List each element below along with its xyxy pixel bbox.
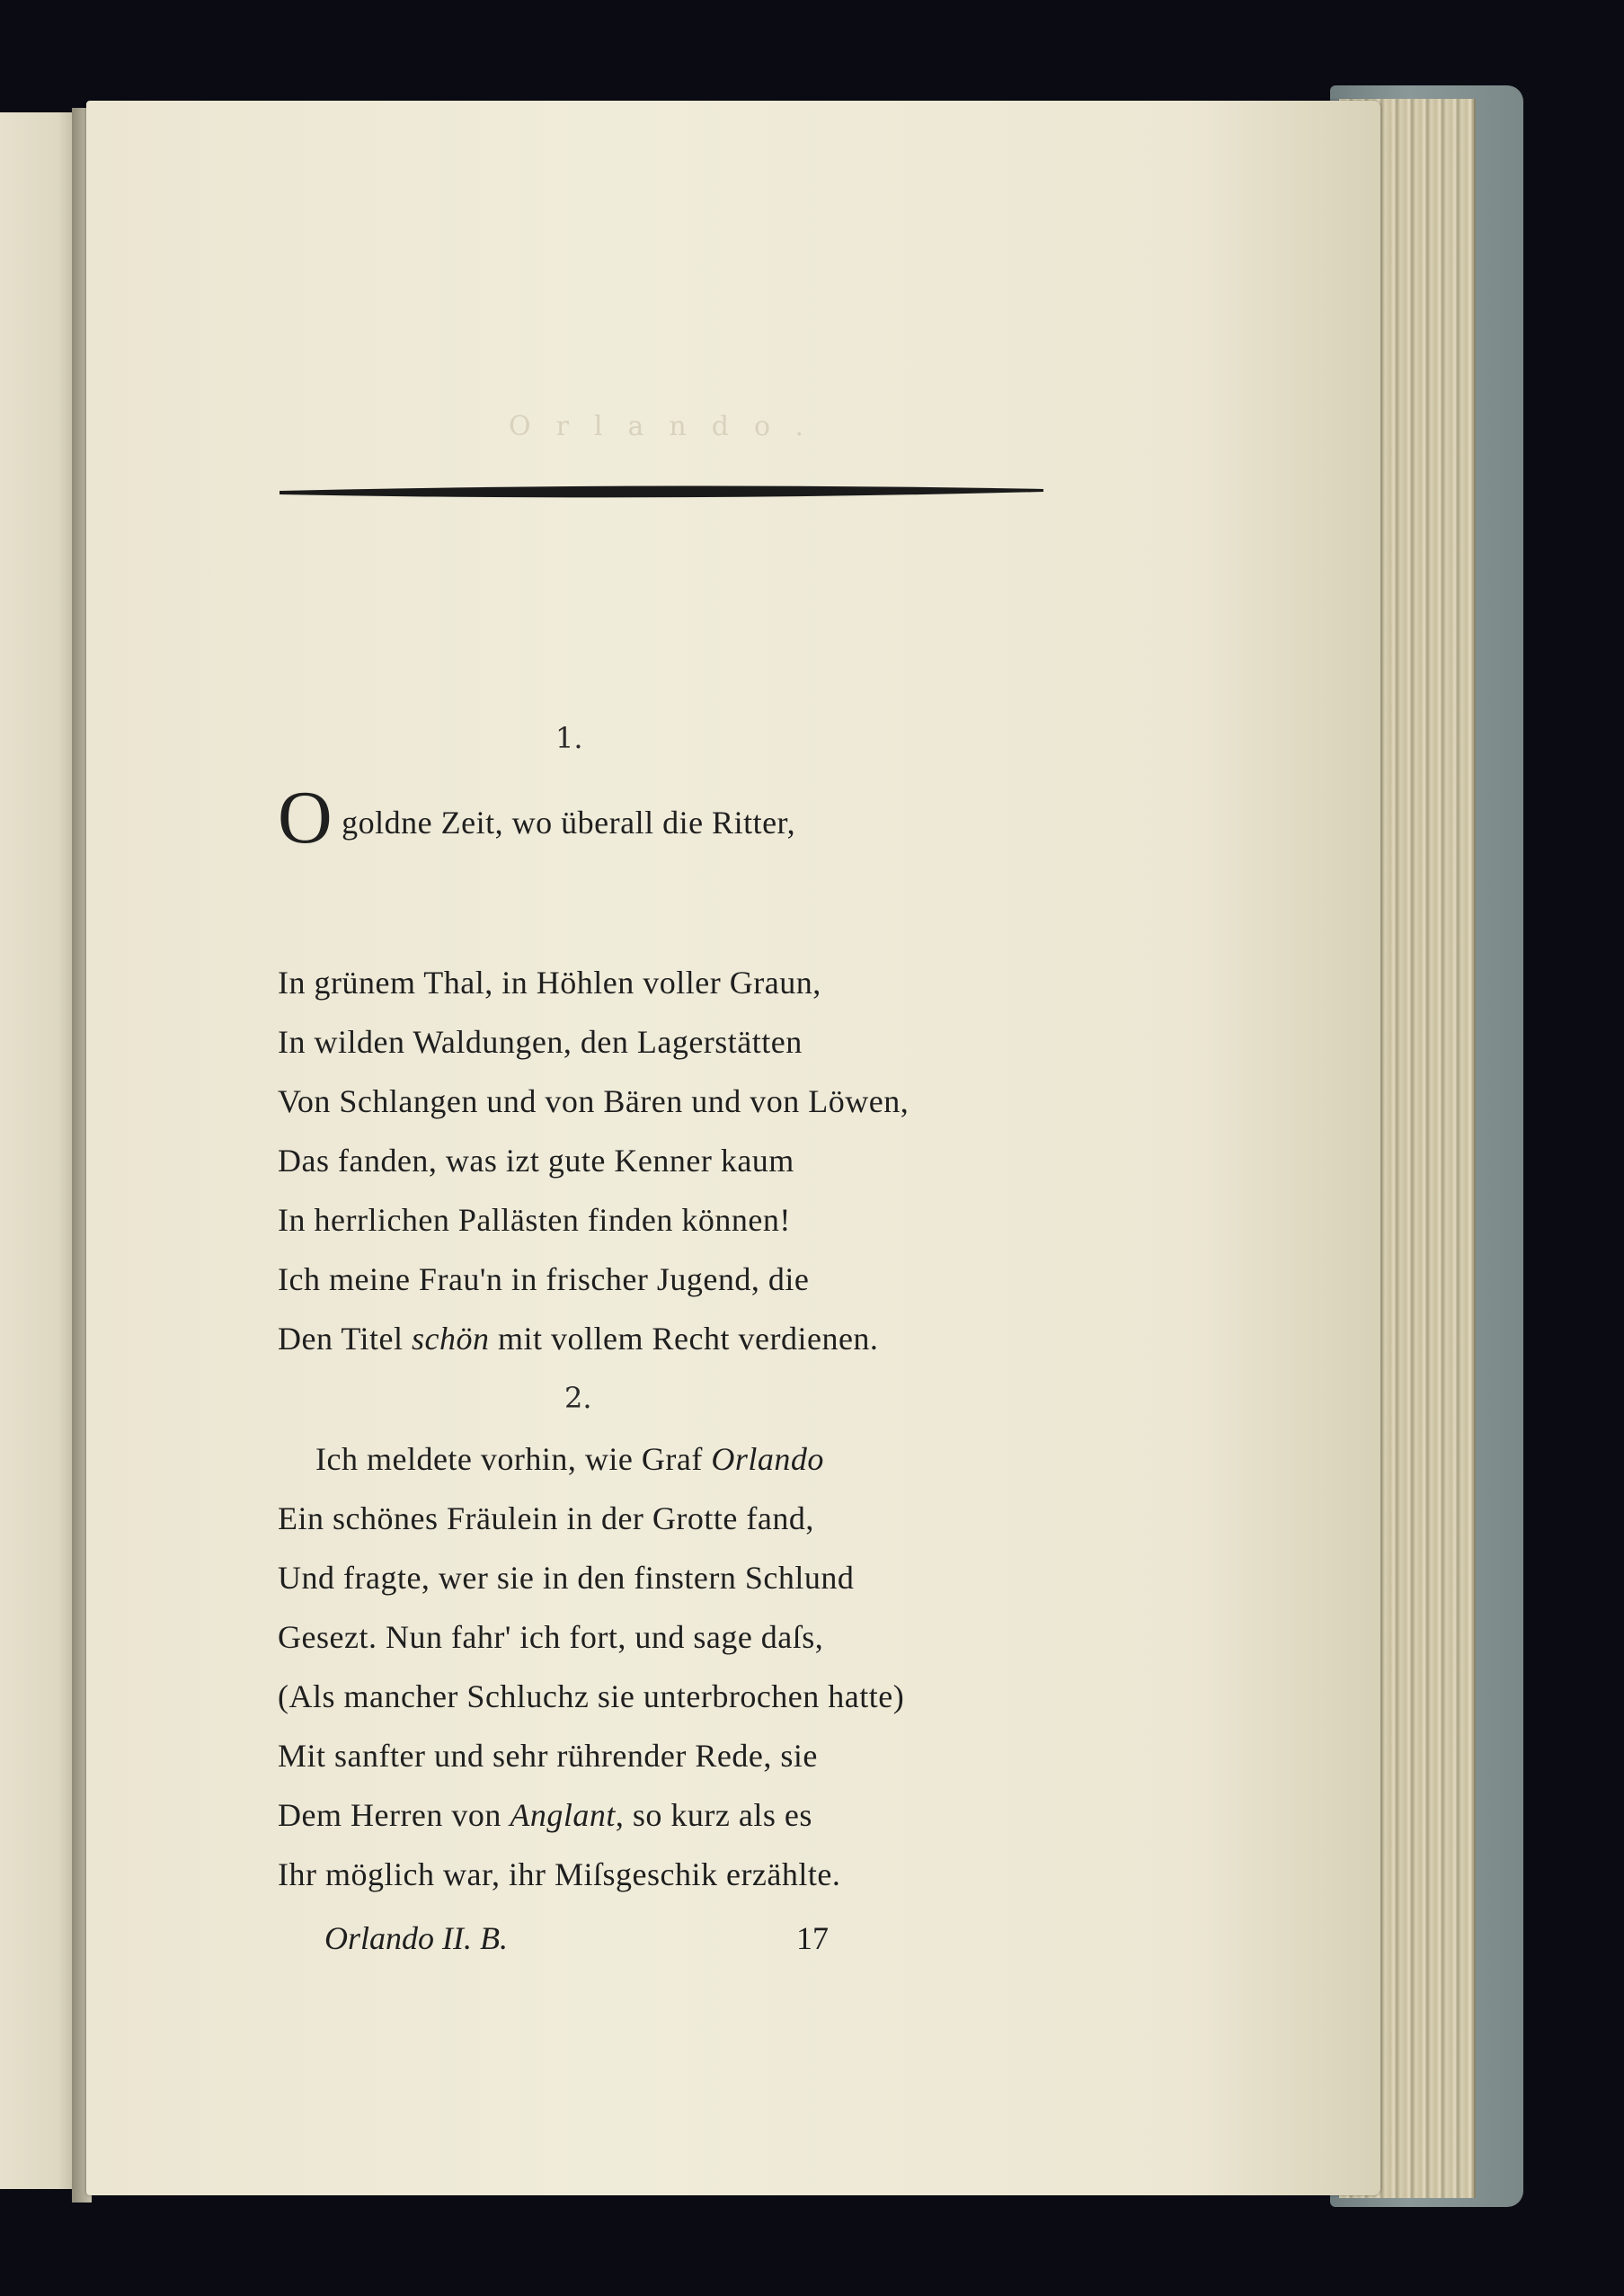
decorative-rule bbox=[280, 478, 1043, 505]
stanza2-line-7 bbox=[278, 1796, 812, 1834]
stanza2-line-2: Ein schönes Fräulein in der Grotte fand, bbox=[278, 1500, 814, 1536]
stanza1-line-8-italic: schön bbox=[412, 1321, 490, 1357]
stanza2-line-7-after: , so kurz als es bbox=[615, 1797, 812, 1833]
stanza1-line-3: In wilden Waldungen, den Lagerstätten bbox=[278, 1024, 803, 1060]
stanza2-line-8: Ihr möglich war, ihr Miſsgeschik erzählte. bbox=[278, 1856, 841, 1892]
stanza1-line-8-after: mit vollem Recht verdienen. bbox=[489, 1321, 879, 1357]
stanza2-line-4: Gesezt. Nun fahr' ich fort, und sage daſs, bbox=[278, 1619, 824, 1655]
bleed-through-header: Orlando. bbox=[509, 411, 830, 442]
stanza2-line-1-italic: Orlando bbox=[711, 1441, 824, 1477]
stanza2-line-6: Mit sanfter und sehr rührender Rede, sie bbox=[278, 1738, 818, 1774]
stanza1-line-6: In herrlichen Pallästen finden können! bbox=[278, 1202, 791, 1238]
stanza1-line-2: In grünem Thal, in Höhlen voller Graun, bbox=[278, 965, 821, 1001]
stanza1-line-1 bbox=[278, 776, 796, 859]
stanza1-line-8 bbox=[278, 1320, 878, 1357]
stanza1-line-8-before: Den Titel bbox=[278, 1321, 413, 1357]
stanza2-line-3: Und fragte, wer sie in den finstern Schlund bbox=[278, 1560, 855, 1596]
book-page bbox=[86, 101, 1380, 2195]
drop-cap: O bbox=[278, 776, 333, 859]
stanza2-line-1-before: Ich meldete vorhin, wie Graf bbox=[315, 1441, 712, 1477]
page-number: 17 bbox=[796, 1920, 829, 1956]
stanza1-line-5: Das fanden, was izt gute Kenner kaum bbox=[278, 1143, 794, 1179]
stanza-number-1: 1. bbox=[555, 721, 583, 755]
signature-mark: Orlando II. B. bbox=[324, 1920, 508, 1956]
stanza2-line-1 bbox=[315, 1440, 824, 1478]
stanza2-line-7-before: Dem Herren von bbox=[278, 1797, 510, 1833]
stanza-number-2: 2. bbox=[564, 1381, 592, 1415]
stanza1-line-7: Ich meine Frau'n in frischer Jugend, die bbox=[278, 1261, 810, 1297]
facing-page-edge bbox=[0, 112, 83, 2189]
stanza2-line-7-italic: Anglant bbox=[510, 1797, 616, 1833]
stanza2-line-5: (Als mancher Schluchz sie unterbrochen hatte) bbox=[278, 1678, 905, 1714]
stanza1-line-4: Von Schlangen und von Bären und von Löwen, bbox=[278, 1083, 910, 1119]
stanza1-line-1-text: goldne Zeit, wo überall die Ritter, bbox=[342, 805, 796, 841]
